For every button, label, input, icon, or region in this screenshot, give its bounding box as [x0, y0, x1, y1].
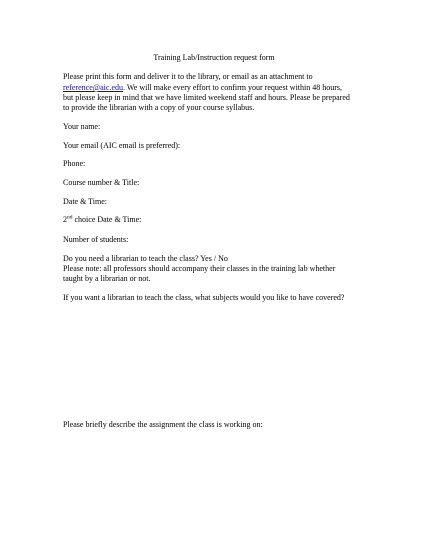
- reference-email-link[interactable]: reference@aic.edu: [63, 83, 123, 92]
- intro-line-4: to provide the librarian with a copy of your course syllabus.: [63, 103, 255, 112]
- field-course: Course number & Title:: [63, 178, 140, 187]
- field-need-librarian: Do you need a librarian to teach the class? Yes / No: [63, 254, 228, 263]
- field-your-email: Your email (AIC email is preferred):: [63, 141, 181, 150]
- second-choice-text: choice Date & Time:: [72, 215, 142, 224]
- second-choice-suffix: nd: [67, 214, 73, 221]
- field-phone: Phone:: [63, 159, 86, 168]
- second-choice-number: 2: [63, 215, 67, 224]
- field-subjects: If you want a librarian to teach the class, what subjects would you like to have covered?: [63, 293, 345, 302]
- form-title: Training Lab/Instruction request form: [153, 53, 275, 62]
- intro-line-2-text: . We will make every effort to confirm your request within 48 hours,: [123, 83, 343, 92]
- note-line-2: taught by a librarian or not.: [63, 274, 151, 283]
- note-line-1: Please note: all professors should accompany their classes in the training lab whether: [63, 264, 336, 273]
- field-second-choice: [63, 214, 141, 225]
- field-assignment: Please briefly describe the assignment the class is working on:: [63, 420, 263, 429]
- field-number-of-students: Number of students:: [63, 235, 129, 244]
- field-your-name: Your name:: [63, 122, 101, 131]
- intro-line-1: Please print this form and deliver it to the library, or email as an attachment to: [63, 72, 313, 81]
- intro-line-3: but please keep in mind that we have limited weekend staff and hours. Please be prepared: [63, 93, 350, 102]
- field-date-time: Date & Time:: [63, 197, 108, 206]
